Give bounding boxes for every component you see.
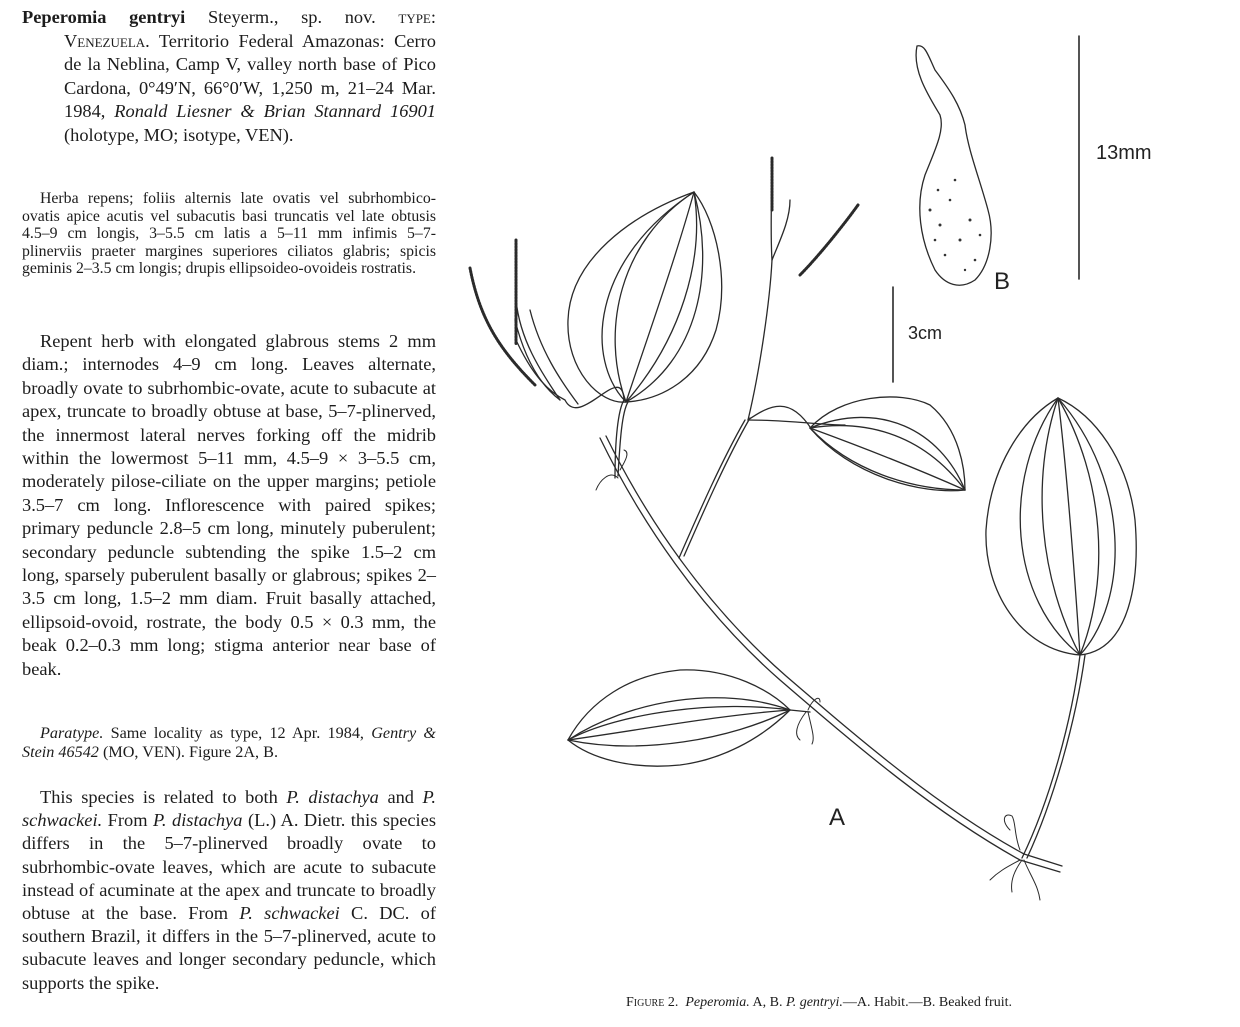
rel-text-5: C. DC. of southern Brazil, it differs in the 5–7-plinerved, acute to subacute leaves and longer secondary peduncle, which supports the spike. (22, 903, 436, 993)
type-collectors: Ronald Liesner & Brian Stannard 16901 (114, 101, 436, 122)
scale-label-3cm: 3cm (908, 323, 943, 343)
caption-text-1: A, B. (749, 995, 786, 1010)
species-name: Peperomia gentryi (22, 7, 186, 27)
latin-diagnosis: Herba repens; foliis alternis late ovatis vel subrhombico-ovatis apice acutis vel subacutis basi truncatis vel late obtusis 4.5–9 cm longis, 3–5.5 cm latis a 5–11 mm infimis 5–7-plinerviis praeter margines superiores ciliatos glabris; spicis geminis 2–3.5 cm longis; drupis ellipsoideo-ovoideis rostratis. (22, 190, 436, 278)
rel-species-2: P. schwackei. (22, 787, 437, 831)
fruit-drawing (916, 46, 991, 285)
species-authority: Steyerm., sp. nov. (185, 7, 399, 27)
type-locality: . Territorio Federal Amazonas: Cerro de la Neblina, Camp V, valley north base of Pico Cardona, 0°49′N, 66°0′W, 1,250 m, 21–24 Mar. 1984, (64, 30, 436, 122)
type-label: type: (398, 7, 436, 27)
rel-species-1: P. distachya (286, 787, 379, 807)
leaf-right (986, 398, 1136, 858)
rel-text-2: and (378, 787, 423, 807)
caption-text-2: —A. Habit.—B. Beaked fruit. (842, 995, 1012, 1010)
caption-figure-number: Figure 2. (626, 995, 679, 1010)
paratype-label: Paratype. (40, 724, 104, 742)
figure-caption (626, 995, 1012, 1011)
scale-label-13mm: 13mm (1096, 142, 1152, 164)
inflorescence-spikes (470, 158, 858, 385)
paratype-collectors: Gentry & Stein 46542 (22, 724, 436, 761)
species-description: Repent herb with elongated glabrous stems 2 mm diam.; internodes 4–9 cm long. Leaves alternate, broadly ovate to subrhombic-ovate, acute to subacute at apex, truncate to broadly obtuse at base, 5–7-plinerved, the innermost lateral nerves forking off the midrib within the lowermost 5–11 mm, 4.5–9 × 3–5.5 cm, moderately pilose-ciliate on the upper margins; petiole 3.5–7 cm long. Inflorescence with paired spikes; primary peduncle 2.8–5 cm long, minutely puberulent; secondary peduncle subtending the spike 1.5–2 cm long, sparsely puberulent basally or glabrous; spikes 2–3.5 cm long, 1.5–2 mm diam. Fruit basally attached, ellipsoid-ovoid, rostrate, the body 0.5 × 0.3 mm, the beak 0.2–0.3 mm long; stigma anterior near base of beak. (22, 331, 436, 679)
paratype-text: Same locality as type, 12 Apr. 1984, (103, 724, 372, 742)
side-branch (679, 158, 845, 558)
leaf-upper (568, 192, 722, 402)
caption-species: P. gentryi. (785, 995, 843, 1010)
type-herbaria: (holotype, MO; isotype, VEN). (64, 124, 294, 145)
leaf-lower-left (568, 670, 810, 766)
fruit-texture (929, 179, 982, 271)
rel-text-1: This species is related to both (40, 787, 287, 807)
rel-species-4: P. schwackei (239, 903, 340, 924)
caption-genus: Peperomia. (685, 995, 750, 1010)
figure-label-b: B (994, 268, 1011, 295)
rel-text-3: From (102, 810, 154, 831)
figure-label-a: A (829, 804, 846, 831)
type-country: Venezuela (64, 30, 146, 51)
leaf-middle (810, 397, 965, 491)
upper-branch (515, 300, 628, 478)
paratype-rest: (MO, VEN). Figure 2A, B. (98, 743, 278, 761)
rel-text-4: (L.) A. Dietr. this species differs in the 5–7-plinerved broadly ovate to subrhombic-ovate leaves, which are acute to subacute instead of acuminate at the apex and truncate to broadly obtuse at the base. From (22, 810, 436, 924)
rel-species-3: P. distachya (153, 810, 243, 831)
